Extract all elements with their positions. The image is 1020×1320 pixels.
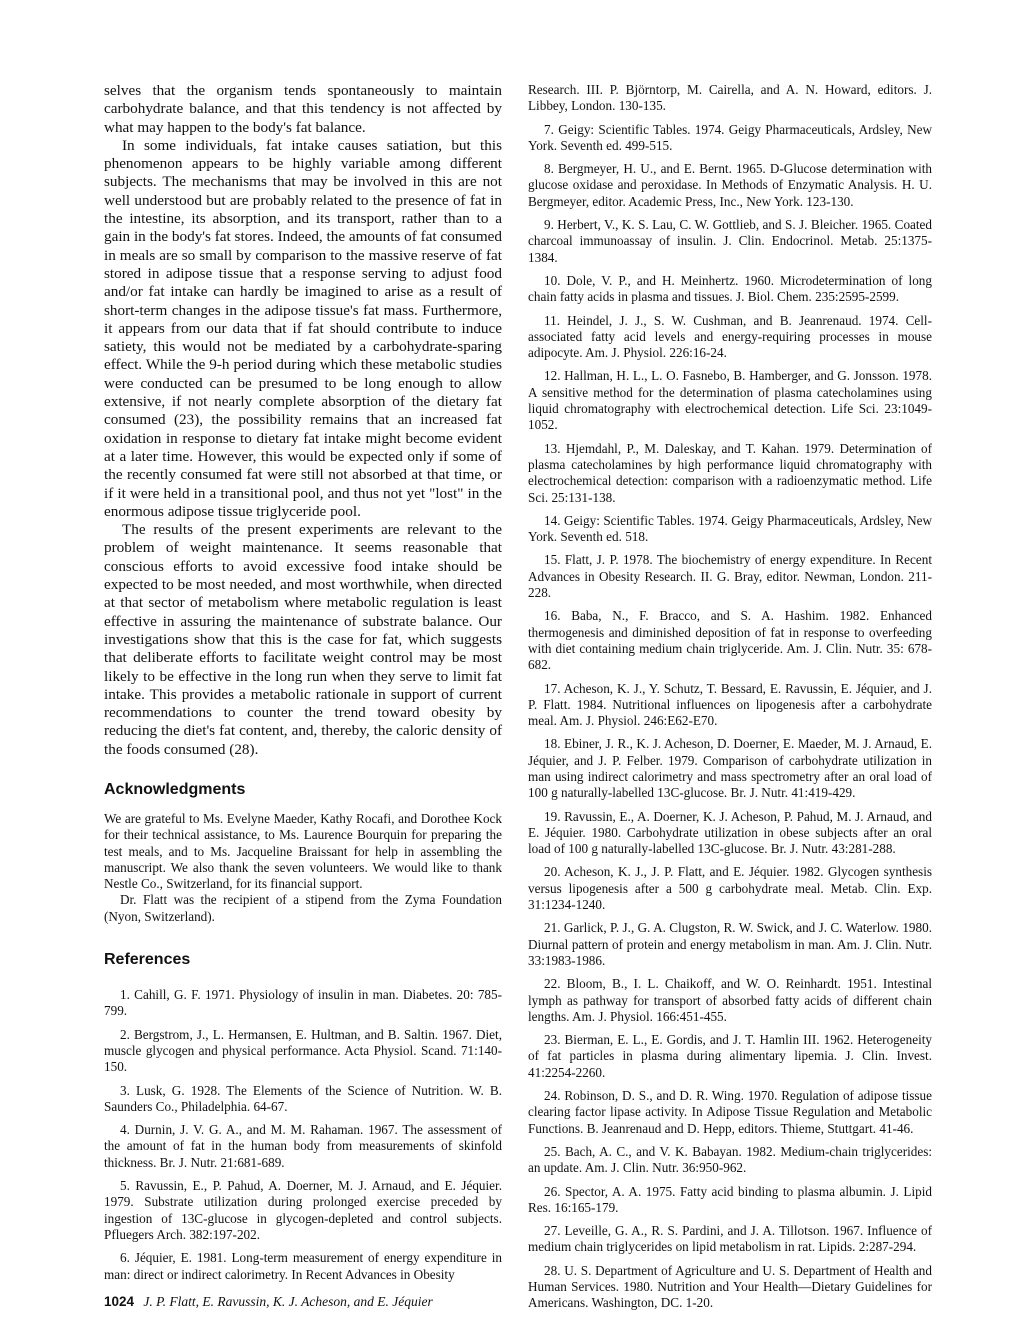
reference-21: 21. Garlick, P. J., G. A. Clugston, R. W. Swick, and J. C. Waterlow. 1980. Diurnal pattern of protein and energy metabolism in man. Am. J. Clin. Nutr. 33:1983-1986. (528, 920, 932, 968)
reference-28: 28. U. S. Department of Agriculture and U. S. Department of Health and Human Services. 1980. Nutrition and Your Health—Dietary Guidelines for Americans. Washington, DC. 1-20. (528, 1262, 932, 1311)
reference-26: 26. Spector, A. A. 1975. Fatty acid binding to plasma albumin. J. Lipid Res. 16:165-179. (528, 1183, 932, 1215)
reference-11: 11. Heindel, J. J., S. W. Cushman, and B. Jeanrenaud. 1974. Cell-associated fatty acid levels and energy-requiring processes in mouse adipocyte. Am. J. Physiol. 226:16-24. (528, 312, 932, 361)
page-footer (104, 1294, 433, 1310)
reference-3: 3. Lusk, G. 1928. The Elements of the Science of Nutrition. W. B. Saunders Co., Philadelphia. 64-67. (104, 1082, 502, 1114)
right-column (528, 82, 932, 1319)
acknowledgments-paragraph-2: Dr. Flatt was the recipient of a stipend from the Zyma Foundation (Nyon, Switzerland). (104, 892, 502, 924)
reference-6-continued: Research. III. P. Björntorp, M. Cairella, and A. N. Howard, editors. J. Libbey, London. 130-135. (528, 82, 932, 114)
reference-13: 13. Hjemdahl, P., M. Daleskay, and T. Kahan. 1979. Determination of plasma catecholamines by high performance liquid chromatography with electrochemical detection: comparison with a radioenzymatic method. Life Sci. 25:131-138. (528, 440, 932, 505)
body-paragraph-2: In some individuals, fat intake causes satiation, but this phenomenon appears to be highly variable among different subjects. The mechanisms that may be involved in this are not well understood but are probably related to the presence of fat in the intestine, its absorption, and its transport, rather than to a gain in the body's fat stores. Indeed, the amounts of fat consumed in meals are so small by comparison to the massive reserve of fat stored in adipose tissue that a response serving to adjust food and/or fat intake can hardly be imagined to arise as a result of short-term changes in the adipose tissue's fat mass. Furthermore, it appears from our data that if fat should contribute to induce satiety, this would not be mediated by a carbohydrate-sparing effect. While the 9-h period during which these metabolic studies were conducted can be presumed to be long enough to allow extensive, if not nearly complete absorption of the dietary fat consumed (23), the possibility remains that an increased fat oxidation in response to dietary fat intake might become evident at a later time. However, this would be expected only if some of the recently consumed fat were still not absorbed at that time, or if it were held in a transitional pool, and thus not yet "lost" in the enormous adipose tissue triglyceride pool. (104, 136, 502, 520)
reference-23: 23. Bierman, E. L., E. Gordis, and J. T. Hamlin III. 1962. Heterogeneity of fat particles in plasma during alimentary lipemia. J. Clin. Invest. 41:2254-2260. (528, 1032, 932, 1080)
reference-4: 4. Durnin, J. V. G. A., and M. M. Rahaman. 1967. The assessment of the amount of fat in the human body from measurements of skinfold thickness. Br. J. Nutr. 21:681-689. (104, 1122, 502, 1170)
reference-7: 7. Geigy: Scientific Tables. 1974. Geigy Pharmaceuticals, Ardsley, New York. Seventh ed. 499-515. (528, 121, 932, 153)
reference-20: 20. Acheson, K. J., J. P. Flatt, and E. Jéquier. 1982. Glycogen synthesis versus lipogenesis after a 500 g carbohydrate meal. Metab. Clin. Exp. 31:1234-1240. (528, 864, 932, 913)
body-paragraph-1: selves that the organism tends spontaneously to maintain carbohydrate balance, and that this tendency is not affected by what may happen to the body's fat balance. (104, 82, 502, 136)
reference-16: 16. Baba, N., F. Bracco, and S. A. Hashim. 1982. Enhanced thermogenesis and diminished deposition of fat in response to overfeeding with diet containing medium chain triglyceride. Am. J. Clin. Nutr. 35: 678-682. (528, 608, 932, 673)
acknowledgments-paragraph-1: We are grateful to Ms. Evelyne Maeder, Kathy Rocafi, and Dorothee Kock for their technical assistance, to Ms. Laurence Bourquin for preparing the test meals, and to Ms. Jacqueline Braissant for help in assembling the manuscript. We also thank the seven volunteers. We would like to thank Nestle Co., Switzerland, for its financial support. (104, 810, 502, 892)
running-authors: J. P. Flatt, E. Ravussin, K. J. Acheson, and E. Jéquier (143, 1294, 433, 1309)
body-paragraph-3: The results of the present experiments are relevant to the problem of weight maintenance. It seems reasonable that conscious efforts to avoid excessive food intake should be expected to be most needed, and most worthwhile, when directed at that sector of metabolism where metabolic regulation is least effective in assuring the maintenance of substrate balance. Our investigations show that this is the case for fat, which suggests that deliberate efforts to facilitate weight control may be most likely to be effective in the long run when they serve to limit fat intake. This provides a metabolic rationale in support of current recommendations to counter the trend toward obesity by reducing the diet's fat content, and, thereby, the caloric density of the foods consumed (28). (104, 521, 502, 758)
reference-2: 2. Bergstrom, J., L. Hermansen, E. Hultman, and B. Saltin. 1967. Diet, muscle glycogen and physical performance. Acta Physiol. Scand. 71:140-150. (104, 1026, 502, 1075)
left-column (104, 82, 502, 1290)
reference-12: 12. Hallman, H. L., L. O. Fasnebo, B. Hamberger, and G. Jonsson. 1978. A sensitive method for the determination of plasma catecholamines using liquid chromatography with electrochemical detection. Life Sci. 23:1049-1052. (528, 368, 932, 433)
reference-17: 17. Acheson, K. J., Y. Schutz, T. Bessard, E. Ravussin, E. Jéquier, and J. P. Flatt. 1984. Nutritional influences on lipogenesis after a carbohydrate meal. Am. J. Physiol. 246:E62-E70. (528, 680, 932, 729)
reference-5: 5. Ravussin, E., P. Pahud, A. Doerner, M. J. Arnaud, and E. Jéquier. 1979. Substrate utilization during prolonged exercise preceded by ingestion of 13C-glucose in glycogen-depleted and control subjects. Pfluegers Arch. 382:197-202. (104, 1178, 502, 1242)
reference-6: 6. Jéquier, E. 1981. Long-term measurement of energy expenditure in man: direct or indirect calorimetry. In Recent Advances in Obesity (104, 1250, 502, 1282)
reference-9: 9. Herbert, V., K. S. Lau, C. W. Gottlieb, and S. J. Bleicher. 1965. Coated charcoal immunoassay of insulin. J. Clin. Endocrinol. Metab. 25:1375-1384. (528, 217, 932, 265)
page-number: 1024 (104, 1294, 135, 1309)
acknowledgments-heading: Acknowledgments (104, 780, 246, 798)
reference-22: 22. Bloom, B., I. L. Chaikoff, and W. O. Reinhardt. 1951. Intestinal lymph as pathway for transport of absorbed fatty acids of different chain lengths. Am. J. Physiol. 166:451-455. (528, 976, 932, 1024)
reference-15: 15. Flatt, J. P. 1978. The biochemistry of energy expenditure. In Recent Advances in Obesity Research. II. G. Bray, editor. Newman, London. 211-228. (528, 552, 932, 601)
reference-19: 19. Ravussin, E., A. Doerner, K. J. Acheson, P. Pahud, M. J. Arnaud, and E. Jéquier. 1980. Carbohydrate utilization in obese subjects after an oral load of 100 g naturally-labelled 13C-glucose. Br. J. Nutr. 43:281-288. (528, 808, 932, 857)
reference-10: 10. Dole, V. P., and H. Meinhertz. 1960. Microdetermination of long chain fatty acids in plasma and tissues. J. Biol. Chem. 235:2595-2599. (528, 272, 932, 305)
reference-25: 25. Bach, A. C., and V. K. Babayan. 1982. Medium-chain triglycerides: an update. Am. J. Clin. Nutr. 36:950-962. (528, 1143, 932, 1176)
reference-1: 1. Cahill, G. F. 1971. Physiology of insulin in man. Diabetes. 20: 785-799. (104, 987, 502, 1019)
reference-8: 8. Bergmeyer, H. U., and E. Bernt. 1965. D-Glucose determination with glucose oxidase and peroxidase. In Methods of Enzymatic Analysis. H. U. Bergmeyer, editor. Academic Press, Inc., New York. 123-130. (528, 161, 932, 209)
reference-27: 27. Leveille, G. A., R. S. Pardini, and J. A. Tillotson. 1967. Influence of medium chain triglycerides on lipid metabolism in rat. Lipids. 2:287-294. (528, 1223, 932, 1255)
reference-18: 18. Ebiner, J. R., K. J. Acheson, D. Doerner, E. Maeder, M. J. Arnaud, E. Jéquier, and J. P. Felber. 1979. Comparison of carbohydrate utilization in man using indirect calorimetry and mass spectrometry after an oral load of 100 g naturally-labelled 13C-glucose. Br. J. Nutr. 41:419-429. (528, 736, 932, 801)
reference-24: 24. Robinson, D. S., and D. R. Wing. 1970. Regulation of adipose tissue clearing factor lipase activity. In Adipose Tissue Regulation and Metabolic Functions. B. Jeanrenaud and D. Hepp, editors. Thieme, Stuttgart. 41-46. (528, 1088, 932, 1136)
reference-14: 14. Geigy: Scientific Tables. 1974. Geigy Pharmaceuticals, Ardsley, New York. Seventh ed. 518. (528, 512, 932, 545)
references-heading: References (104, 951, 191, 969)
